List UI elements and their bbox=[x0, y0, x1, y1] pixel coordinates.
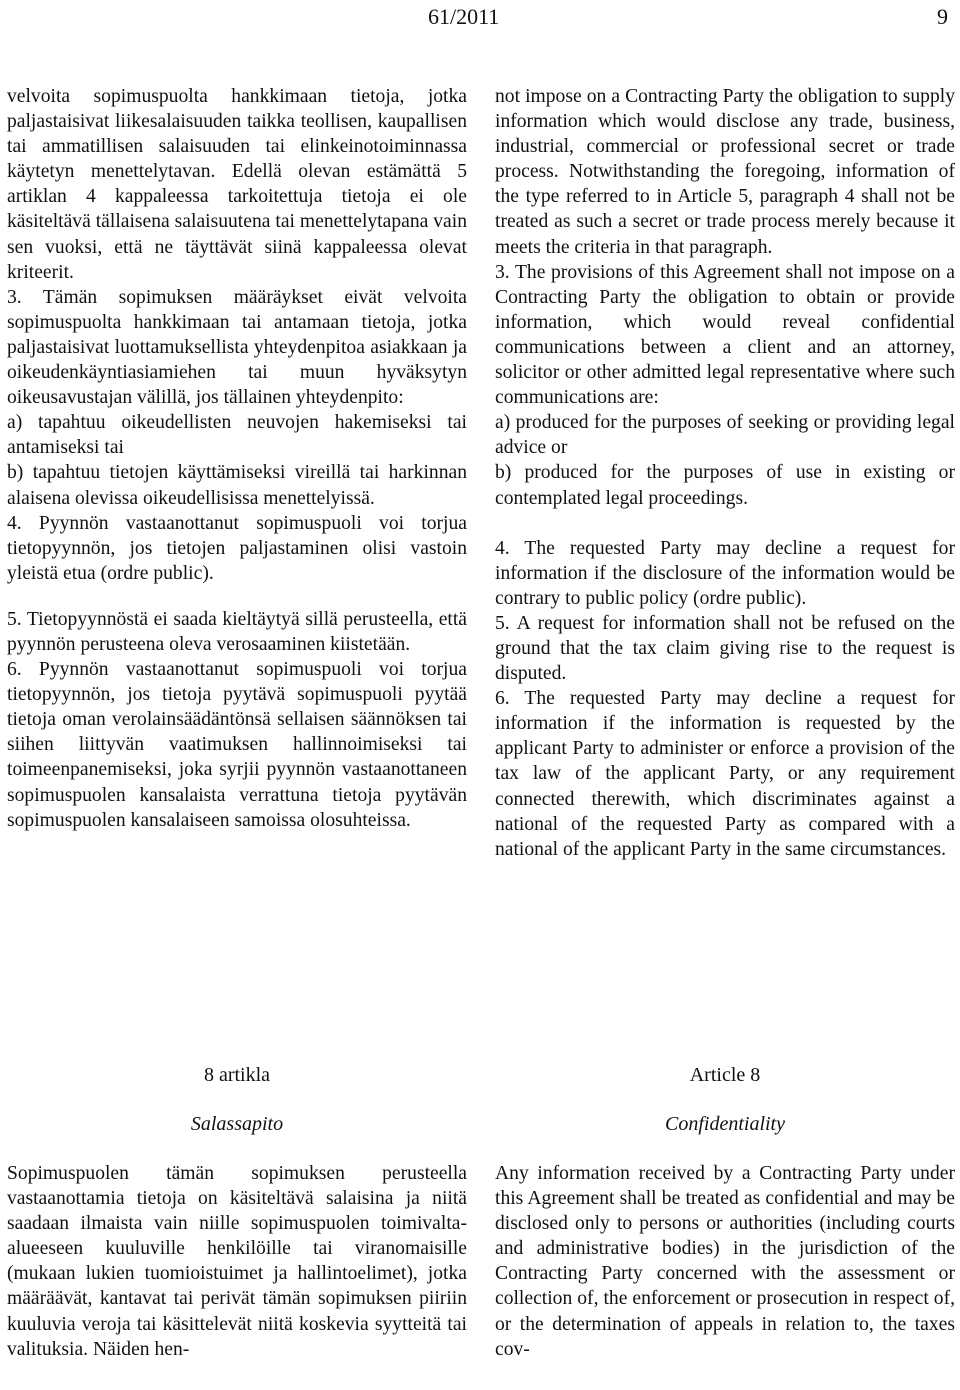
en-paragraph-intro: not impose on a Contracting Party the obligation to supply information which would disclose any trade, business, industrial, commercial or professional secret or trade process. Notwithstanding the foregoing, information of the type referred to in Article 5, paragraph 4 shall not be treated as such a secret or trade process merely because it meets the criteria in that paragraph. bbox=[495, 86, 955, 258]
en-paragraph-4: 4. The requested Party may decline a request for information if the disclosure of the information would be contrary to public policy (ordre public). bbox=[495, 537, 955, 609]
en-paragraph-5: 5. A request for information shall not be refused on the ground that the tax claim giving rise to the request is disputed. bbox=[495, 612, 955, 685]
fi-paragraph-3b: b) tapahtuu tietojen käyttämiseksi vireillä tai harkinnan alaisena olevissa oikeudellisissa menettelyissä. bbox=[7, 462, 467, 509]
fi-article-heading: 8 artikla bbox=[203, 1064, 271, 1086]
page-header bbox=[0, 4, 960, 30]
page-number: 9 bbox=[937, 4, 948, 29]
finnish-column bbox=[7, 84, 467, 833]
en-paragraph-3b: b) produced for the purposes of use in existing or contemplated legal proceedings. bbox=[495, 462, 955, 509]
en-paragraph-3a: a) produced for the purposes of seeking or providing legal advice or bbox=[495, 412, 955, 459]
fi-paragraph-3a: a) tapahtuu oikeudellisten neuvojen hakemiseksi tai antamiseksi tai bbox=[7, 412, 467, 459]
en-article-8-body-block bbox=[495, 1161, 955, 1362]
fi-paragraph-intro: velvoita sopimuspuolta hankkimaan tietoja, jotka paljastaisivat liikesalaisuuden taikka teollisen, kaupallisen tai ammatillisen salaisuuden tai elinkeinotoiminnassa käytetyn menettelytavan. Edellä olevan estämättä 5 artiklan 4 kappaleessa tarkoitettuja tietoja ei ole käsiteltävä tällaisena salaisuutena tai menettelytapana vain sen vuoksi, että ne täyttävät siinä kappaleessa olevat kriteerit. bbox=[7, 86, 467, 283]
en-article-heading: Article 8 bbox=[689, 1064, 761, 1086]
issue-number: 61/2011 bbox=[428, 4, 500, 29]
en-article-title: Confidentiality bbox=[665, 1113, 785, 1135]
fi-paragraph-5: 5. Tietopyynnöstä ei saada kieltäytyä sillä perusteella, että pyynnön perusteena oleva verosaaminen kiistetään. bbox=[7, 608, 467, 655]
fi-paragraph-4: 4. Pyynnön vastaanottanut sopimuspuoli voi torjua tietopyynnön, jos tietojen paljastaminen olisi vastoin yleistä etua (ordre public). bbox=[7, 512, 467, 584]
fi-paragraph-6: 6. Pyynnön vastaanottanut sopimuspuoli voi torjua tietopyynnön, jos tietoja pyytävä sopimuspuoli pyytää tietoja oman verolainsäädäntönsä sellaisen säännöksen tai siihen liittyvän vaatimuksen hallinnoimiseksi tai toimeenpanemiseksi, joka syrjii pyynnön vastaanottaneen sopimuspuolen kansalaista verrattuna tietoja pyytävän sopimuspuolen kansalaiseen samoissa olosuhteissa. bbox=[7, 659, 467, 831]
english-column bbox=[495, 84, 955, 862]
fi-article-8-body: Sopimuspuolen tämän sopimuksen perusteella vastaanottamia tietoja on käsiteltävä salaisina ja niitä saadaan ilmaista vain niille sopimuspuolen toimivalta-alueeseen kuuluville henkilöille tai viranomaisille (mukaan lukien tuomioistuimet ja hallintoelimet), jotka määräävät, kantavat tai perivät tämän sopimuksen piiriin kuuluvia veroja tai käsittelevät niitä koskevia syytteitä tai valituksia. Näiden hen- bbox=[7, 1163, 467, 1360]
en-article-8-body: Any information received by a Contracting Party under this Agreement shall be treated as confidential and may be disclosed only to persons or authorities (including courts and administrative bodies) in the jurisdiction of the Contracting Party concerned with the assessment or collection of, the enforcement or prosecution in respect of, or the determination of appeals in relation to, the taxes cov- bbox=[495, 1163, 955, 1360]
fi-article-8-body-block bbox=[7, 1161, 467, 1362]
fi-article-title: Salassapito bbox=[190, 1113, 284, 1135]
en-paragraph-3: 3. The provisions of this Agreement shall not impose on a Contracting Party the obligation to obtain or provide information, which would reveal confidential communications between a client and an attorney, solicitor or other admitted legal representative where such communications are: bbox=[495, 261, 955, 409]
fi-paragraph-3: 3. Tämän sopimuksen määräykset eivät velvoita sopimuspuolta hankkimaan tai antamaan tietoja, jotka paljastaisivat luottamuksellista yhteydenpitoa asiakkaan ja oikeudenkäyntiasiamiehen tai muun hyväksytyn oikeusavustajan välillä, jos tällainen yhteydenpito: bbox=[7, 286, 467, 409]
en-paragraph-6: 6. The requested Party may decline a request for information if the information is requested by the applicant Party to administer or enforce a provision of the tax law of the applicant Party, or any requirement connected therewith, which discriminates against a national of the requested Party as compared with a national of the applicant Party in the same circumstances. bbox=[495, 688, 955, 860]
